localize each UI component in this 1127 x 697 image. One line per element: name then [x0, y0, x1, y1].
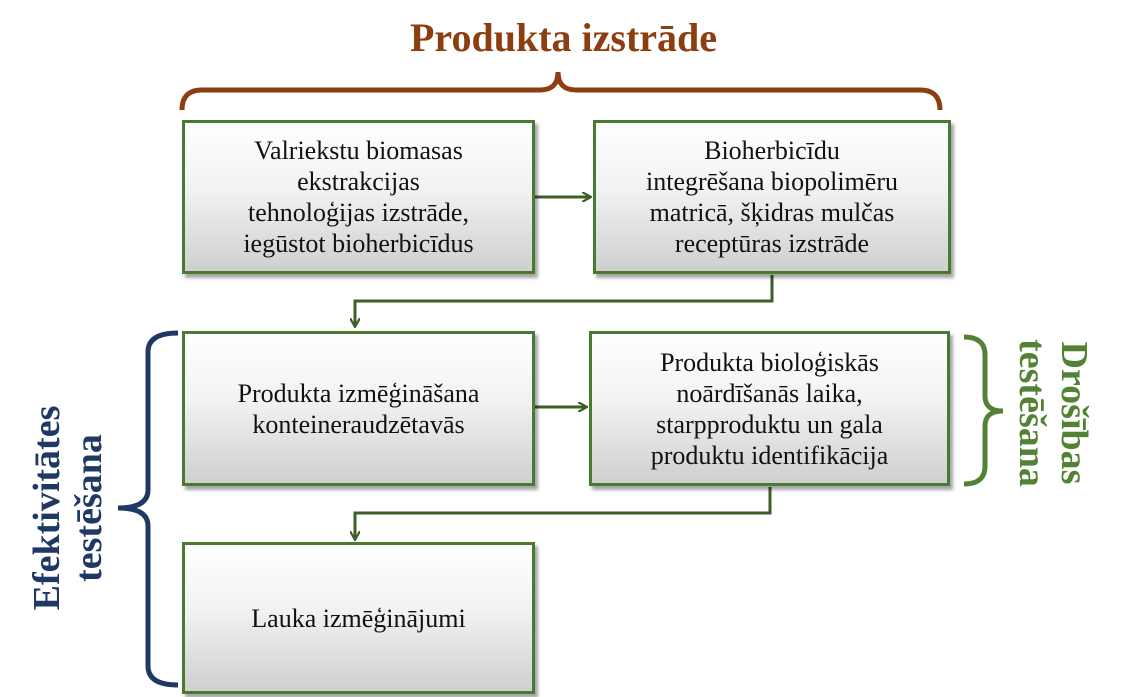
- efficacy-testing-label: [26, 406, 110, 611]
- box-text-line: starpproduktu un gala: [656, 409, 883, 439]
- box-text-line: Produkta izmēģināšana: [237, 378, 480, 408]
- box-text-line: Valriekstu biomasas: [254, 136, 463, 165]
- label-line: Drošības: [1053, 341, 1095, 485]
- box-text-line: noārdīšanās laika,: [676, 378, 863, 408]
- box-text-line: Bioherbicīdu: [704, 136, 840, 165]
- box-text-line: ekstrakcijas: [297, 167, 420, 196]
- arrow-b2-b3: [355, 275, 772, 326]
- left-brace: [118, 333, 178, 685]
- box-text-line: tehnoloģijas izstrāde,: [248, 198, 469, 227]
- top-brace: [182, 72, 940, 110]
- box-biodegradation-identification: [589, 331, 950, 486]
- diagram-title: Produkta izstrāde: [409, 15, 718, 60]
- box-biomass-extraction: [182, 120, 535, 274]
- box-text-line: Produkta bioloģiskās: [660, 347, 879, 377]
- label-line: Efektivitātes: [26, 405, 68, 611]
- arrow-b4-b5: [355, 487, 770, 539]
- label-line: testēšana: [68, 434, 110, 582]
- box-text-line: produktu identifikācija: [650, 440, 889, 470]
- box-container-nursery-trials: [182, 331, 535, 486]
- box-text-line: iegūstot bioherbicīdus: [243, 229, 474, 258]
- box-text-line: integrēšana biopolimēru: [646, 167, 898, 196]
- safety-testing-label: [1011, 339, 1095, 487]
- box-text-line: receptūras izstrāde: [674, 229, 870, 258]
- box-bioherbicide-integration: [593, 120, 951, 274]
- box-text-line: Lauka izmēģinājumi: [251, 603, 466, 633]
- right-brace: [964, 337, 1003, 484]
- box-text-line: matricā, šķidras mulčas: [649, 198, 895, 227]
- box-field-trials: [182, 542, 535, 694]
- label-line: testēšana: [1011, 339, 1053, 487]
- box-text-line: konteineraudzētavās: [252, 409, 465, 439]
